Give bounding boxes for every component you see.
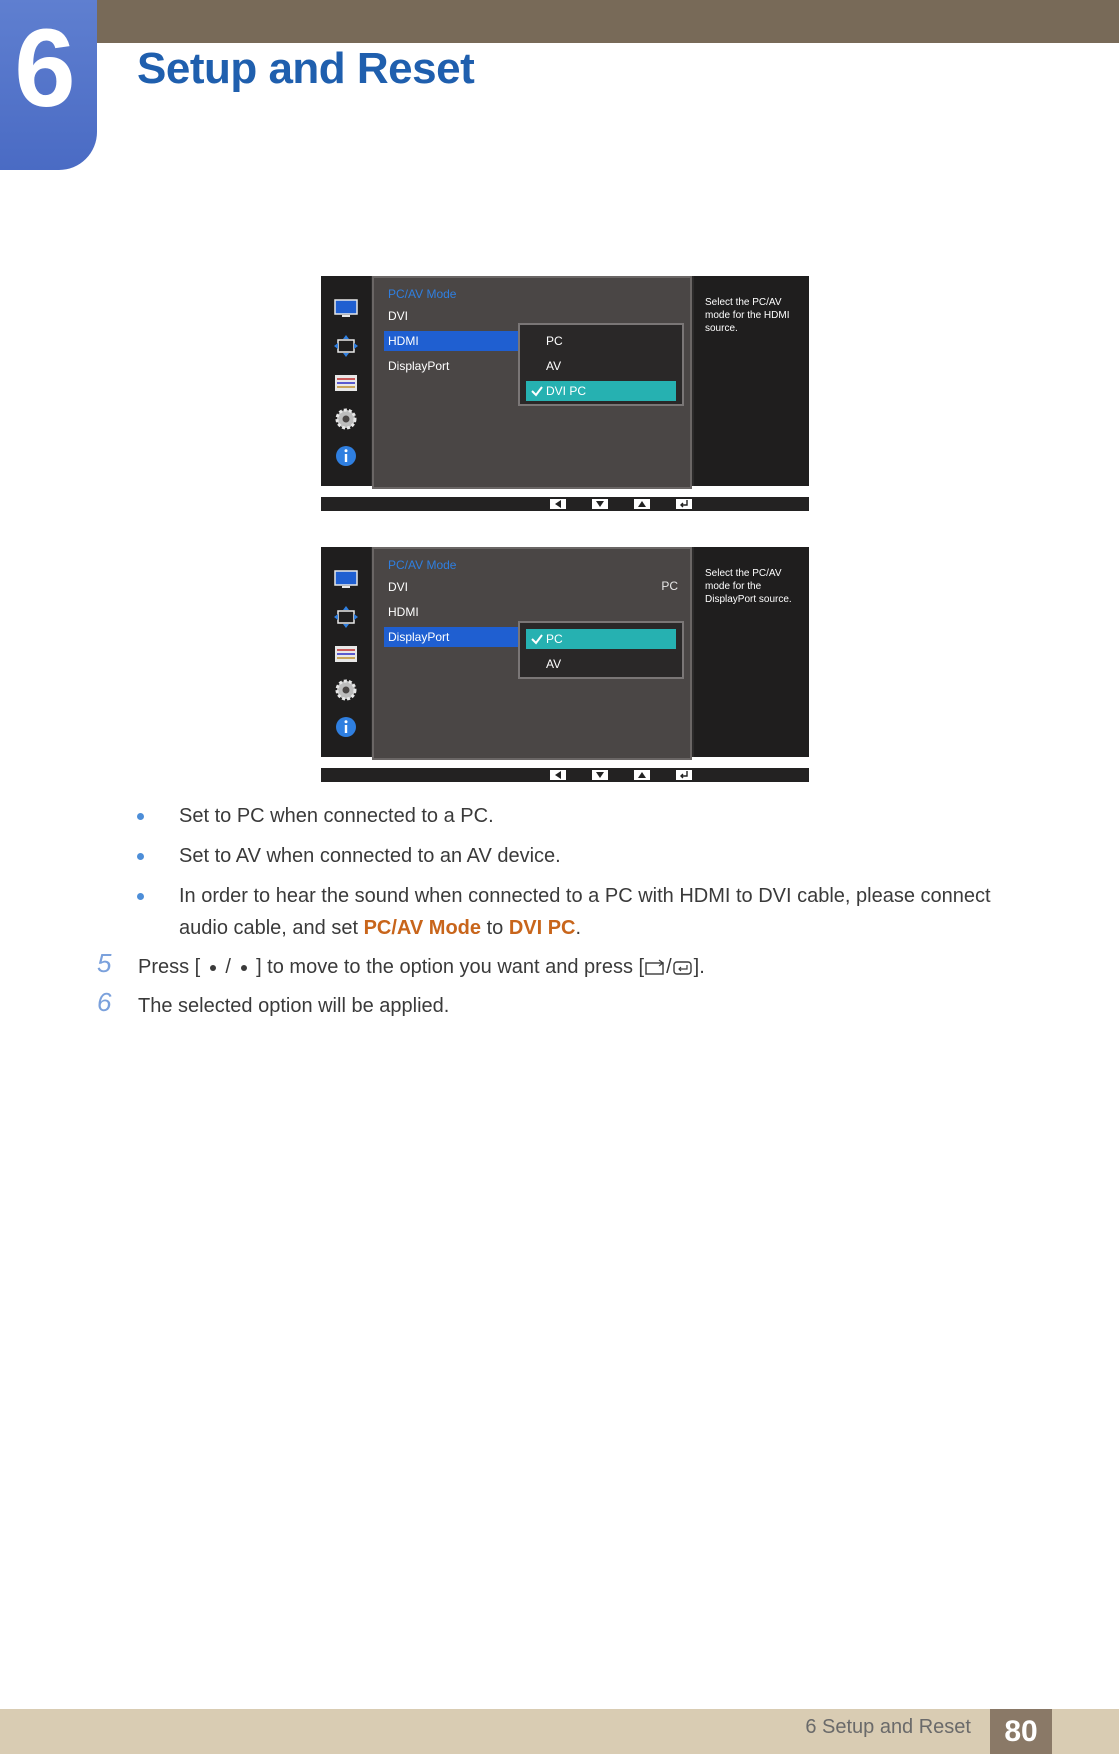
source-button-icon bbox=[644, 959, 666, 977]
step-text: The selected option will be applied. bbox=[138, 995, 450, 1017]
osd-option-label: AV bbox=[546, 359, 562, 373]
step-separator: / bbox=[225, 956, 231, 978]
info-icon[interactable] bbox=[333, 714, 359, 740]
step-text-part: ]. bbox=[693, 956, 705, 978]
osd-submenu bbox=[518, 323, 684, 406]
footer-section-label: 6 Setup and Reset bbox=[805, 1716, 971, 1738]
osd-option-dvi-pc[interactable] bbox=[526, 381, 676, 401]
enter-icon[interactable] bbox=[676, 499, 692, 509]
osd-item-dvi[interactable]: DVI bbox=[388, 309, 409, 323]
highlight-pc-av-mode: PC/AV Mode bbox=[363, 917, 482, 939]
left-arrow-icon[interactable] bbox=[550, 770, 566, 780]
left-arrow-icon[interactable] bbox=[550, 499, 566, 509]
chapter-tab bbox=[0, 0, 97, 170]
monitor-icon[interactable] bbox=[333, 567, 359, 593]
step-separator: / bbox=[666, 956, 672, 978]
osd-option-label: DVI PC bbox=[546, 384, 587, 398]
chapter-number: 6 bbox=[14, 7, 76, 130]
osd-nav-bar bbox=[321, 768, 809, 782]
page-number: 80 bbox=[990, 1709, 1052, 1754]
checkmark-icon bbox=[530, 629, 544, 649]
step-text-part: Press [ bbox=[138, 956, 201, 978]
osd-item-hdmi[interactable]: HDMI bbox=[384, 331, 518, 351]
down-arrow-icon[interactable] bbox=[592, 770, 608, 780]
osd-help-text: Select the PC/AV mode for the DisplayPort source. bbox=[705, 568, 792, 605]
osd-menu-panel bbox=[372, 547, 692, 760]
osd-nav-bar bbox=[321, 497, 809, 511]
bullet-text-part: . bbox=[575, 917, 582, 939]
step-number: 5 bbox=[97, 948, 112, 978]
osd-help-panel bbox=[694, 547, 809, 757]
step-text-part: ] to move to the option you want and press [ bbox=[256, 956, 645, 978]
gear-icon[interactable] bbox=[333, 677, 359, 703]
osd-item-displayport[interactable]: DisplayPort bbox=[384, 627, 518, 647]
dot-button-icon bbox=[237, 961, 251, 975]
up-arrow-icon[interactable] bbox=[634, 499, 650, 509]
dot-button-icon bbox=[206, 961, 220, 975]
osd-option-pc[interactable] bbox=[526, 629, 676, 649]
checkmark-icon bbox=[530, 381, 544, 401]
bullet-dot-icon bbox=[137, 893, 144, 900]
osd-option-label: PC bbox=[546, 334, 563, 348]
bullet-item bbox=[139, 880, 1009, 944]
info-icon[interactable] bbox=[333, 443, 359, 469]
osd-option-av[interactable] bbox=[526, 356, 676, 376]
osd-icon-sidebar bbox=[321, 547, 371, 757]
bullet-dot-icon bbox=[137, 853, 144, 860]
osd-option-label: AV bbox=[546, 657, 562, 671]
osd-item-dvi[interactable]: DVI bbox=[388, 580, 409, 594]
bullet-text: Set to PC when connected to a PC. bbox=[179, 805, 494, 827]
osd-icon-sidebar bbox=[321, 276, 371, 486]
osd-option-label: PC bbox=[546, 632, 563, 646]
osd-option-av[interactable] bbox=[526, 654, 676, 674]
osd-title: PC/AV Mode bbox=[388, 287, 457, 301]
top-bar bbox=[0, 0, 1119, 43]
osd-item-dvi-value: PC bbox=[661, 579, 678, 593]
resize-icon[interactable] bbox=[333, 604, 359, 630]
osd-help-panel bbox=[694, 276, 809, 486]
monitor-icon[interactable] bbox=[333, 296, 359, 322]
up-arrow-icon[interactable] bbox=[634, 770, 650, 780]
gear-icon[interactable] bbox=[333, 406, 359, 432]
osd-submenu bbox=[518, 621, 684, 679]
highlight-dvi-pc: DVI PC bbox=[508, 917, 576, 939]
osd-item-hdmi[interactable]: HDMI bbox=[388, 605, 419, 619]
enter-icon[interactable] bbox=[676, 770, 692, 780]
osd-help-text: Select the PC/AV mode for the HDMI source. bbox=[705, 297, 790, 334]
osd-title: PC/AV Mode bbox=[388, 558, 457, 572]
bullet-text: Set to AV when connected to an AV device. bbox=[179, 845, 561, 867]
enter-button-icon bbox=[672, 959, 694, 977]
bullet-text bbox=[179, 880, 1009, 944]
step-number: 6 bbox=[97, 987, 112, 1017]
menu-lines-icon[interactable] bbox=[333, 370, 359, 396]
step-text bbox=[138, 952, 705, 982]
osd-item-displayport[interactable]: DisplayPort bbox=[388, 359, 450, 373]
osd-menu-panel bbox=[372, 276, 692, 489]
osd-option-pc[interactable] bbox=[526, 331, 676, 351]
bullet-text-part: to bbox=[481, 917, 509, 939]
down-arrow-icon[interactable] bbox=[592, 499, 608, 509]
bullet-dot-icon bbox=[137, 813, 144, 820]
resize-icon[interactable] bbox=[333, 333, 359, 359]
bullet-text-part: In order to hear the sound when connected to a PC with HDMI to DVI cable, please connect audio cable, and set bbox=[179, 885, 991, 939]
chapter-title: Setup and Reset bbox=[137, 44, 475, 93]
menu-lines-icon[interactable] bbox=[333, 641, 359, 667]
